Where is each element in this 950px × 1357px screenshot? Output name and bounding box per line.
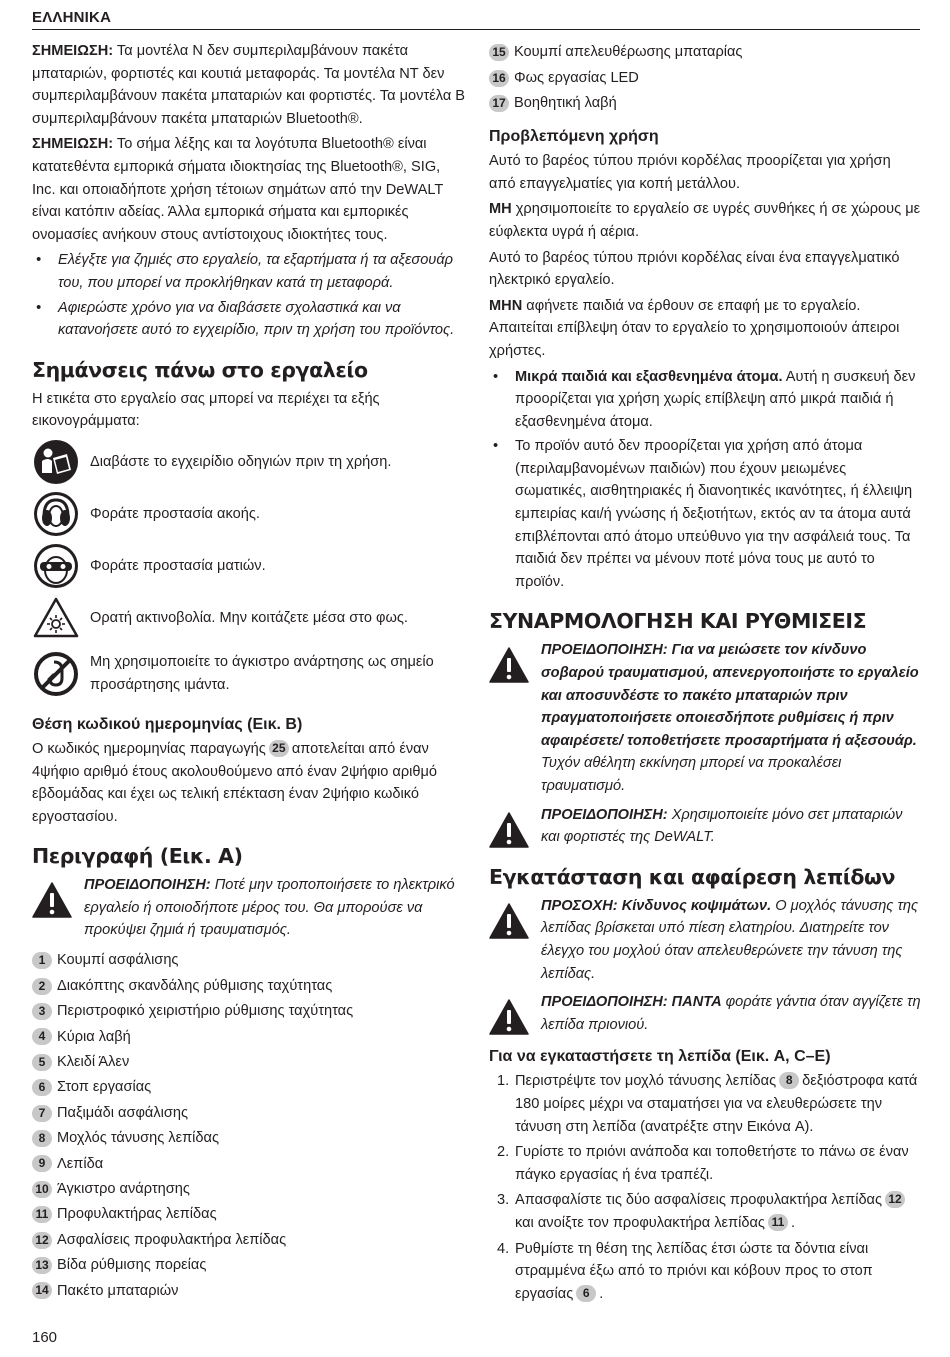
list-item: 15 Κουμπί απελευθέρωσης μπαταρίας (489, 40, 921, 65)
language-header: ΕΛΛΗΝΙΚΑ (32, 9, 112, 26)
markings-heading: Σημάνσεις πάνω στο εργαλείο (32, 357, 368, 382)
list-item: 2 Διακόπτης σκανδάλης ρύθμισης ταχύτητας (32, 973, 467, 998)
note-bundles: ΣΗΜΕΙΩΣΗ: Τα μοντέλα N δεν συμπεριλαμβάνουν πακέτα μπαταριών, φορτιστές και κουτιά μεταφοράς. Τα μοντέλα NT δεν συμπεριλαμβάνουν πακέτα μπαταριών και φορτιστές. Τα μοντέλα B συμπεριλαμβάνουν πακέτα μπαταριών Bluetooth®. (32, 43, 466, 127)
ref-badge: 15 (489, 44, 509, 61)
intended-use-p2: ΜΗ χρησιμοποιείτε το εργαλείο σε υγρές συνθήκες ή σε χώρους με εύφλεκτα υγρά ή αέρια. (489, 201, 921, 240)
ref-badge: 14 (32, 1282, 52, 1299)
pictogram-row: Μη χρησιμοποιείτε το άγκιστρο ανάρτησης ως σημείο προσάρτησης ιμάντα. (32, 644, 467, 704)
list-item: 12 Ασφαλίσεις προφυλακτήρα λεπίδας (32, 1227, 467, 1252)
install-steps (489, 1070, 921, 1305)
bullet-item: • Μικρά παιδιά και εξασθενημένα άτομα. Αυτή η συσκευή δεν προορίζεται για χρήση χωρίς επίβλεψη από μικρά παιδιά ή εξασθενημένα άτομα. (489, 366, 921, 434)
list-item: 10 Άγκιστρο ανάρτησης (32, 1177, 467, 1202)
intended-use-p3: Αυτό το βαρέος τύπου πριόνι κορδέλας είναι ένα επαγγελματικό ηλεκτρικό εργαλείο. (489, 249, 900, 289)
blade-heading: Εγκατάσταση και αφαίρεση λεπίδων (489, 864, 896, 889)
bullet-item: • Αφιερώστε χρόνο για να διαβάσετε σχολαστικά και να κατανοήσετε αυτό το εγχειρίδιο, πριν τη χρήση του προϊόντος. (32, 297, 467, 342)
list-item: 3. Απασφαλίστε τις δύο ασφαλίσεις προφυλακτήρα λεπίδας 12και ανοίξτε τον προφυλακτήρα λεπίδας 11 . (489, 1189, 921, 1234)
list-item: 1. Περιστρέψτε τον μοχλό τάνυσης λεπίδας 8 δεξιόστροφα κατά 180 μοίρες μέχρι να σταματήσει για να ελευθερώσετε την τάνυση στη λεπίδα (ανατρέξτε στην Εικόνα A). (497, 1073, 918, 1135)
ref-badge: 16 (489, 70, 509, 87)
list-item: 13 Βίδα ρύθμισης πορείας (32, 1253, 467, 1278)
check-bullets (32, 249, 467, 341)
parts-list (32, 948, 467, 1303)
ref-badge: 10 (32, 1181, 52, 1198)
list-item: 5 Κλειδί Άλεν (32, 1050, 467, 1075)
list-item: 16 Φως εργασίας LED (489, 65, 921, 90)
ref-badge: 11 (768, 1214, 788, 1231)
list-item: 11 Προφυλακτήρας λεπίδας (32, 1202, 467, 1227)
list-item: 17 Βοηθητική λαβή (489, 91, 921, 116)
ref-badge: 2 (32, 978, 52, 995)
ref-badge: 17 (489, 95, 509, 112)
read-manual-icon (32, 438, 80, 486)
warning-triangle-icon (32, 874, 72, 918)
pictogram-row: Ορατή ακτινοβολία. Μην κοιτάζετε μέσα στο φως. (32, 592, 467, 644)
ref-badge: 25 (269, 740, 289, 757)
left-column (32, 40, 467, 1304)
ref-badge: 3 (32, 1003, 52, 1020)
list-item: 8 Μοχλός τάνυσης λεπίδας (32, 1126, 467, 1151)
ref-badge: 12 (885, 1191, 905, 1208)
bullet-item: • Ελέγξτε για ζημιές στο εργαλείο, τα εξαρτήματα ή τα αξεσουάρ του, που μπορεί να προκλήθηκαν κατά τη μεταφορά. (32, 249, 467, 294)
pictogram-row: Φοράτε προστασία ματιών. (32, 540, 467, 592)
blade-caution: ΠΡΟΣΟΧΗ: Κίνδυνος κοψιμάτων. Ο μοχλός τάνυσης της λεπίδας βρίσκεται υπό πίεση ελατηρίου. Διατηρείτε τον έλεγχο του μοχλού όταν απελευθερώνετε την τάνυση της λεπίδας. (489, 895, 921, 985)
intended-use-p1: Αυτό το βαρέος τύπου πριόνι κορδέλας προορίζεται για χρήση από επαγγελματίες για κοπή μετάλλου. (489, 153, 891, 192)
warning-triangle-icon (489, 991, 529, 1035)
parts-list-continued (489, 40, 921, 116)
markings-intro: Η ετικέτα στο εργαλείο σας μπορεί να περιέχει τα εξής εικονογράμματα: (32, 390, 380, 430)
pictogram-row: Φοράτε προστασία ακοής. (32, 488, 467, 540)
intended-use-heading: Προβλεπόμενη χρήση (489, 128, 659, 146)
ref-badge: 6 (576, 1285, 596, 1302)
list-item: 7 Παξιμάδι ασφάλισης (32, 1100, 467, 1125)
description-heading: Περιγραφή (Εικ. A) (32, 844, 243, 869)
ref-badge: 5 (32, 1054, 52, 1071)
users-bullets (489, 366, 921, 594)
intended-use-p4: ΜΗΝ αφήνετε παιδιά να έρθουν σε επαφή με το εργαλείο. Απαιτείται επίβλεψη όταν το εργαλείο το χρησιμοποιούν άπειροι χρήστες. (489, 297, 900, 359)
assembly-heading: ΣΥΝΑΡΜΟΛΟΓΗΣΗ ΚΑΙ ΡΥΘΜΙΣΕΙΣ (489, 609, 867, 634)
list-item: 9 Λεπίδα (32, 1151, 467, 1176)
right-column (489, 40, 921, 1308)
description-warning: ΠΡΟΕΙΔΟΠΟΙΗΣΗ: Ποτέ μην τροποποιήσετε το ηλεκτρικό εργαλείο ή οποιοδήποτε μέρος του. Θα μπορούσε να προκύψει ζημιά ή τραυματισμός. (32, 874, 467, 942)
ref-badge: 8 (32, 1130, 52, 1147)
warning-triangle-icon (489, 895, 529, 939)
ref-badge: 9 (32, 1155, 52, 1172)
warning-triangle-icon (489, 639, 529, 683)
install-heading: Για να εγκαταστήσετε τη λεπίδα (Εικ. A, C–E) (489, 1048, 831, 1066)
ref-badge: 12 (32, 1232, 52, 1249)
ref-badge: 11 (32, 1206, 52, 1223)
no-hang-hook-icon (32, 650, 80, 698)
list-item: 4. Ρυθμίστε τη θέση της λεπίδας έτσι ώστε τα δόντια είναι στραμμένα έξω από το πριόνι και κόβουν προς το στοπ εργασίας 6 . (497, 1240, 873, 1302)
pictogram-row: Διαβάστε το εγχειρίδιο οδηγιών πριν τη χρήση. (32, 436, 467, 488)
header-rule (32, 29, 920, 30)
datecode-heading: Θέση κωδικού ημερομηνίας (Εικ. B) (32, 715, 303, 733)
list-item: 1 Κουμπί ασφάλισης (32, 948, 467, 973)
visible-radiation-icon (32, 594, 80, 642)
warning-triangle-icon (489, 804, 529, 848)
ref-badge: 4 (32, 1028, 52, 1045)
ref-badge: 6 (32, 1079, 52, 1096)
ref-badge: 7 (32, 1105, 52, 1122)
list-item: 4 Κύρια λαβή (32, 1024, 467, 1049)
list-item: 14 Πακέτο μπαταριών (32, 1278, 467, 1303)
note-bluetooth: ΣΗΜΕΙΩΣΗ: Το σήμα λέξης και τα λογότυπα Bluetooth® είναι κατατεθέντα εμπορικά σήματα ιδιοκτησίας της Bluetooth®, SIG, Inc. και οποιαδήποτε χρήση τέτοιων σημάτων από την DeWALT είναι κατόπιν αδείας. Άλλα εμπορικά σήματα και εμπορικές ονομασίες ανήκουν στους αντίστοιχους ιδιοκτήτες τους. (32, 136, 444, 243)
list-item: 3 Περιστροφικό χειριστήριο ρύθμισης ταχύτητας (32, 999, 467, 1024)
assembly-warning: ΠΡΟΕΙΔΟΠΟΙΗΣΗ: Για να μειώσετε τον κίνδυνο σοβαρού τραυματισμού, απενεργοποιήστε το εργαλείο και αποσυνδέστε το πακέτο μπαταριών πριν πραγματοποιήσετε οποιεσδήποτε ρυθμίσεις ή πριν αφαιρέσετε/ τοποθετήσετε προσαρτήματα ή αξεσουάρ. Τυχόν αθέλητη εκκίνηση μπορεί να προκαλέσει τραυματισμό. (489, 639, 921, 797)
bullet-item: • Το προϊόν αυτό δεν προορίζεται για χρήση από άτομα (περιλαμβανομένων παιδιών) που έχουν μειωμένες σωματικές, αισθητηριακές ή διανοητικές ικανότητες, ή έλλειψη εμπειρίας και/ή γνώσης ή δεξιοτήτων, εκτός αν τα άτομα αυτά επιβλέπονται από άτομο υπεύθυνο για την ασφάλειά τους. Τα παιδιά δεν πρέπει να μένουν ποτέ μόνα τους με αυτό το προϊόν. (489, 435, 921, 593)
hearing-protection-icon (32, 490, 80, 538)
list-item: 6 Στοπ εργασίας (32, 1075, 467, 1100)
ref-badge: 1 (32, 952, 52, 969)
ref-badge: 8 (779, 1072, 799, 1089)
list-item: 2. Γυρίστε το πριόνι ανάποδα και τοποθετήστε το πάνω σε έναν πάγκο εργασίας ή ένα τραπέζι. (497, 1144, 909, 1183)
ref-badge: 13 (32, 1257, 52, 1274)
datecode-paragraph: Ο κωδικός ημερομηνίας παραγωγής 25 αποτελείται από έναν 4ψήφιο αριθμό έτους ακολουθούμενο από έναν 2ψήφιο αριθμό εβδομάδας και έχει ως τελική επέκταση έναν 2ψήφιο κωδικό εργοστασίου. (32, 740, 438, 825)
page-number: 160 (32, 1329, 58, 1346)
eye-protection-icon (32, 542, 80, 590)
gloves-warning: ΠΡΟΕΙΔΟΠΟΙΗΣΗ: ΠΑΝΤΑ φοράτε γάντια όταν αγγίζετε τη λεπίδα πριονιού. (489, 991, 921, 1036)
battery-warning: ΠΡΟΕΙΔΟΠΟΙΗΣΗ: Χρησιμοποιείτε μόνο σετ μπαταριών και φορτιστές της DeWALT. (489, 804, 921, 849)
